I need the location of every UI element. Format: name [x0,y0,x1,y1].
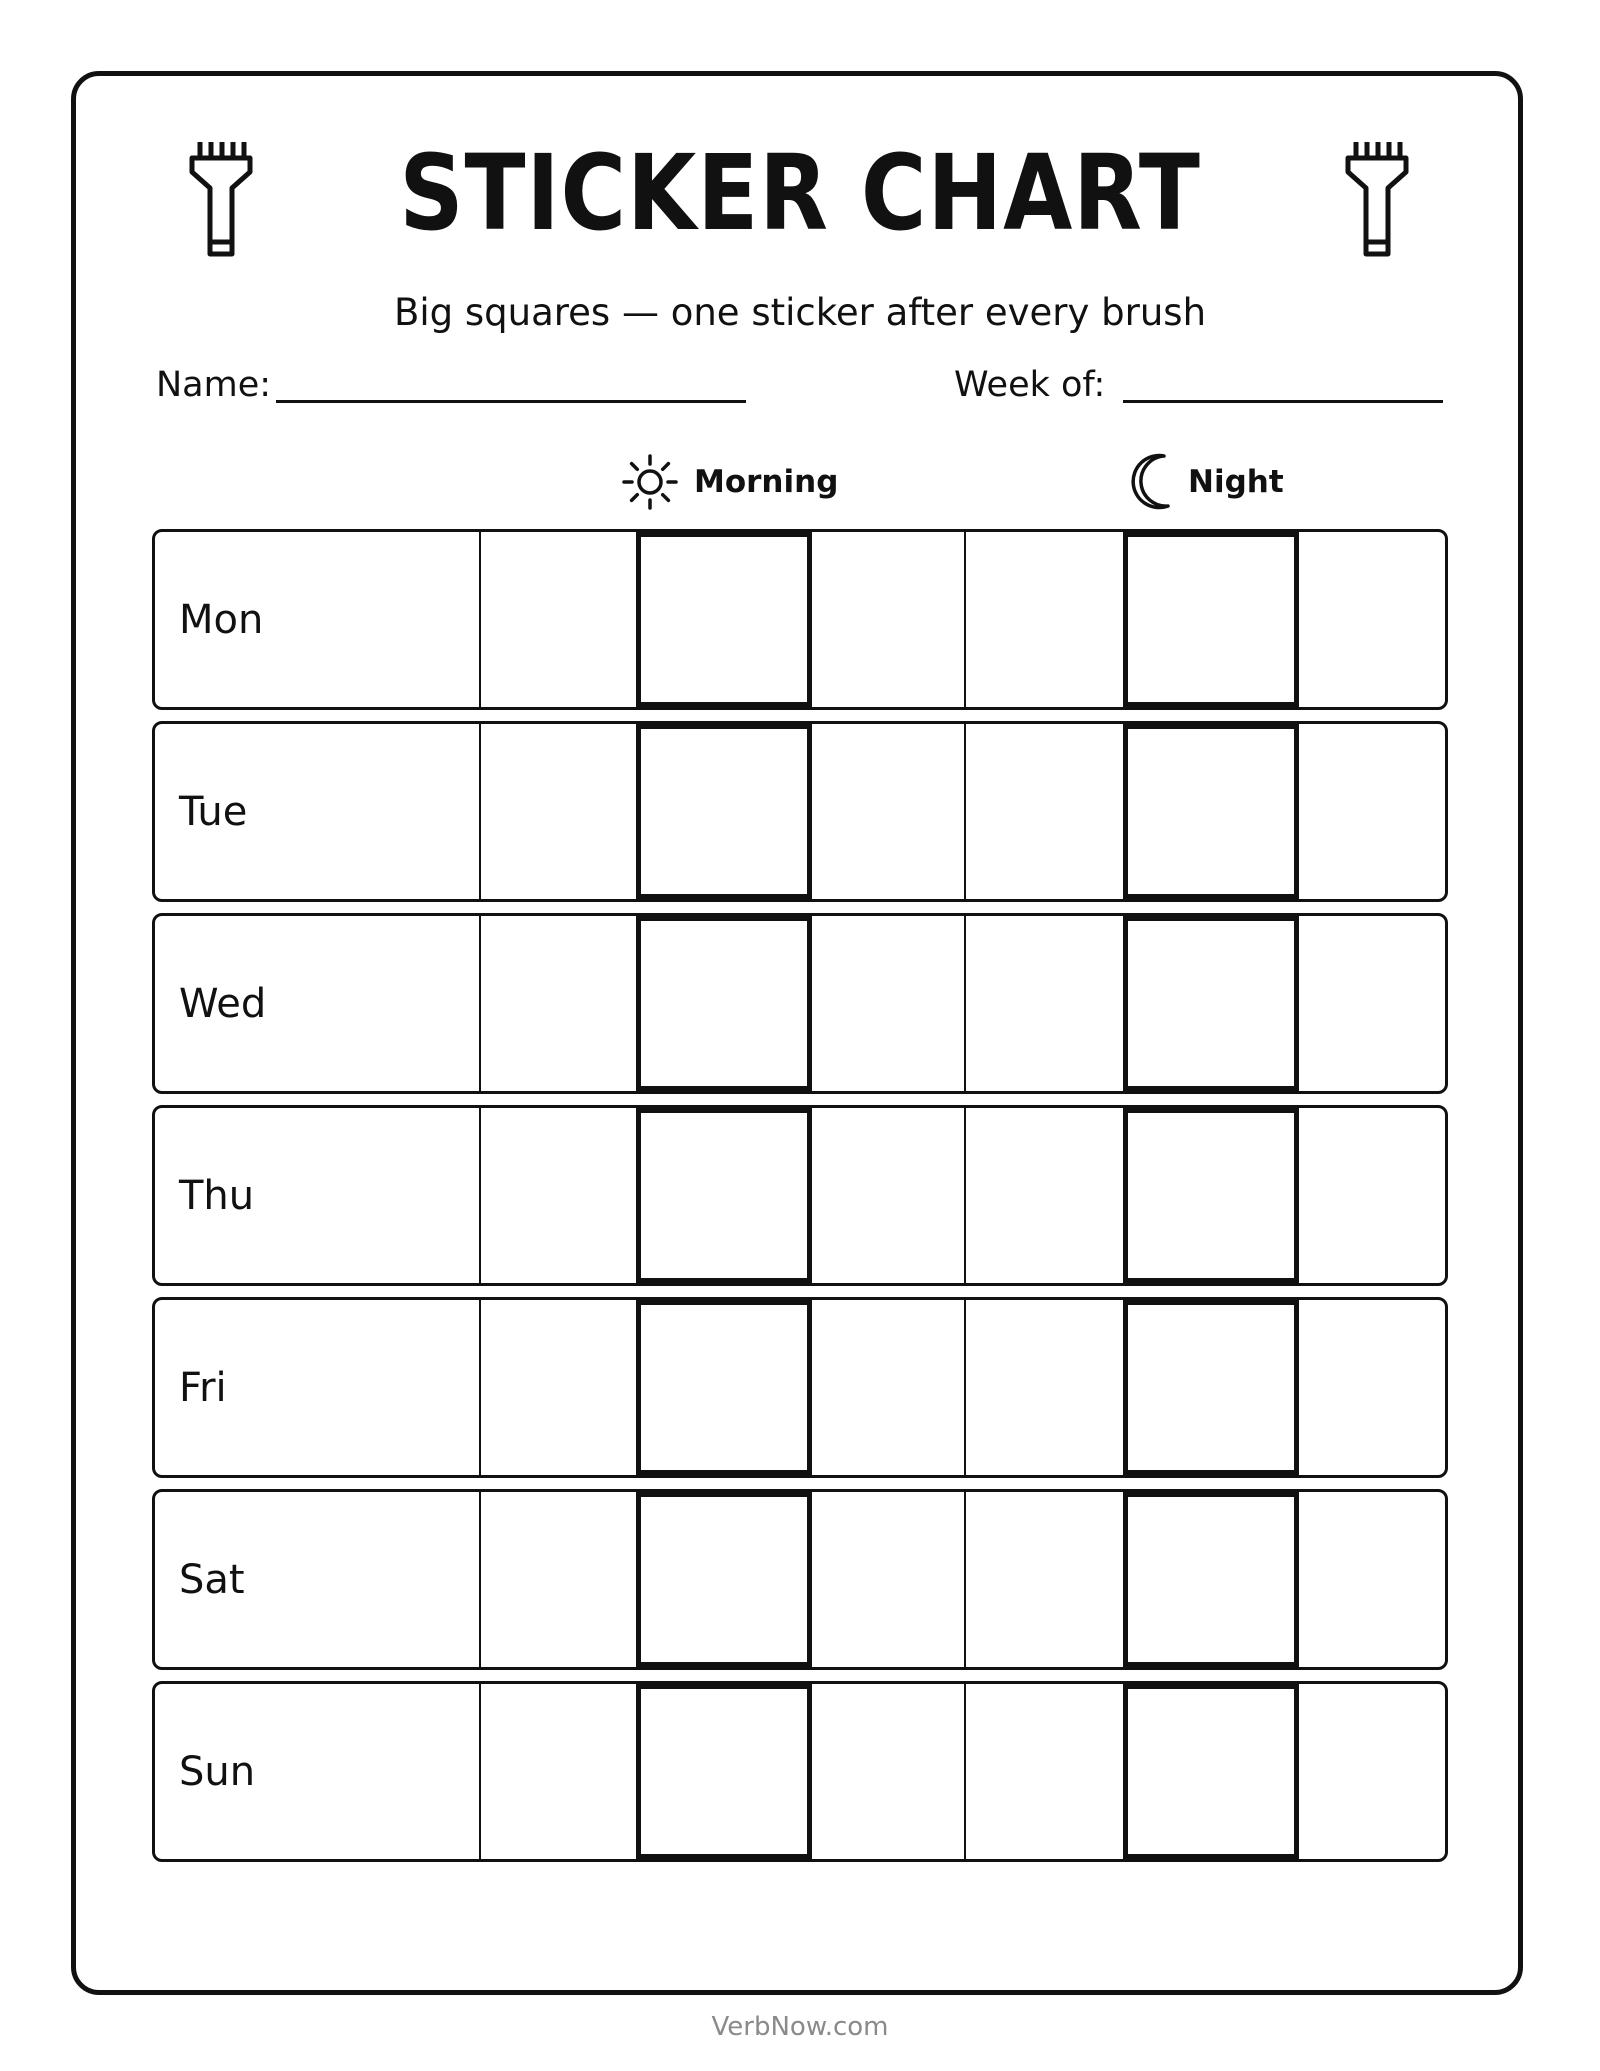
day-row [152,529,1448,710]
footer-credit: VerbNow.com [711,2012,889,2042]
night-column-header [1124,452,1284,512]
week-of-field[interactable] [1123,400,1443,403]
column-divider [479,916,481,1091]
column-divider [479,724,481,899]
day-label: Sun [179,1748,256,1795]
column-divider [964,1300,966,1475]
morning-sticker-box[interactable] [636,1108,812,1283]
column-divider [479,1684,481,1859]
column-divider [964,916,966,1091]
morning-sticker-box[interactable] [636,1492,812,1667]
night-sticker-box[interactable] [1123,1108,1299,1283]
day-row [152,913,1448,1094]
day-row [152,1105,1448,1286]
night-sticker-box[interactable] [1123,724,1299,899]
night-sticker-box[interactable] [1123,532,1299,707]
night-sticker-box[interactable] [1123,1684,1299,1859]
column-divider [964,1108,966,1283]
column-divider [479,1108,481,1283]
column-divider [479,532,481,707]
name-field[interactable] [276,400,746,403]
page-subtitle: Big squares — one sticker after every brush [393,291,1207,334]
day-label: Mon [179,596,264,643]
day-row [152,1681,1448,1862]
morning-sticker-box[interactable] [636,532,812,707]
morning-sticker-box[interactable] [636,916,812,1091]
column-divider [964,532,966,707]
night-sticker-box[interactable] [1123,916,1299,1091]
day-label: Thu [179,1172,255,1219]
moon-icon [1124,452,1174,512]
page-title: STICKER CHART [399,132,1201,254]
day-label: Sat [179,1556,245,1603]
sun-icon [620,452,680,512]
morning-label: Morning [694,464,839,500]
day-row [152,1489,1448,1670]
day-label: Wed [179,980,267,1027]
sticker-grid [152,529,1448,1873]
column-divider [479,1492,481,1667]
column-divider [964,1684,966,1859]
morning-sticker-box[interactable] [636,1684,812,1859]
week-of-label: Week of: [954,365,1106,405]
day-row [152,721,1448,902]
morning-column-header [620,452,838,512]
column-divider [479,1300,481,1475]
day-row [152,1297,1448,1478]
name-label: Name: [156,365,272,405]
column-divider [964,724,966,899]
night-sticker-box[interactable] [1123,1300,1299,1475]
morning-sticker-box[interactable] [636,724,812,899]
night-label: Night [1188,464,1284,500]
day-label: Fri [179,1364,227,1411]
column-divider [964,1492,966,1667]
morning-sticker-box[interactable] [636,1300,812,1475]
night-sticker-box[interactable] [1123,1492,1299,1667]
day-label: Tue [179,788,248,835]
